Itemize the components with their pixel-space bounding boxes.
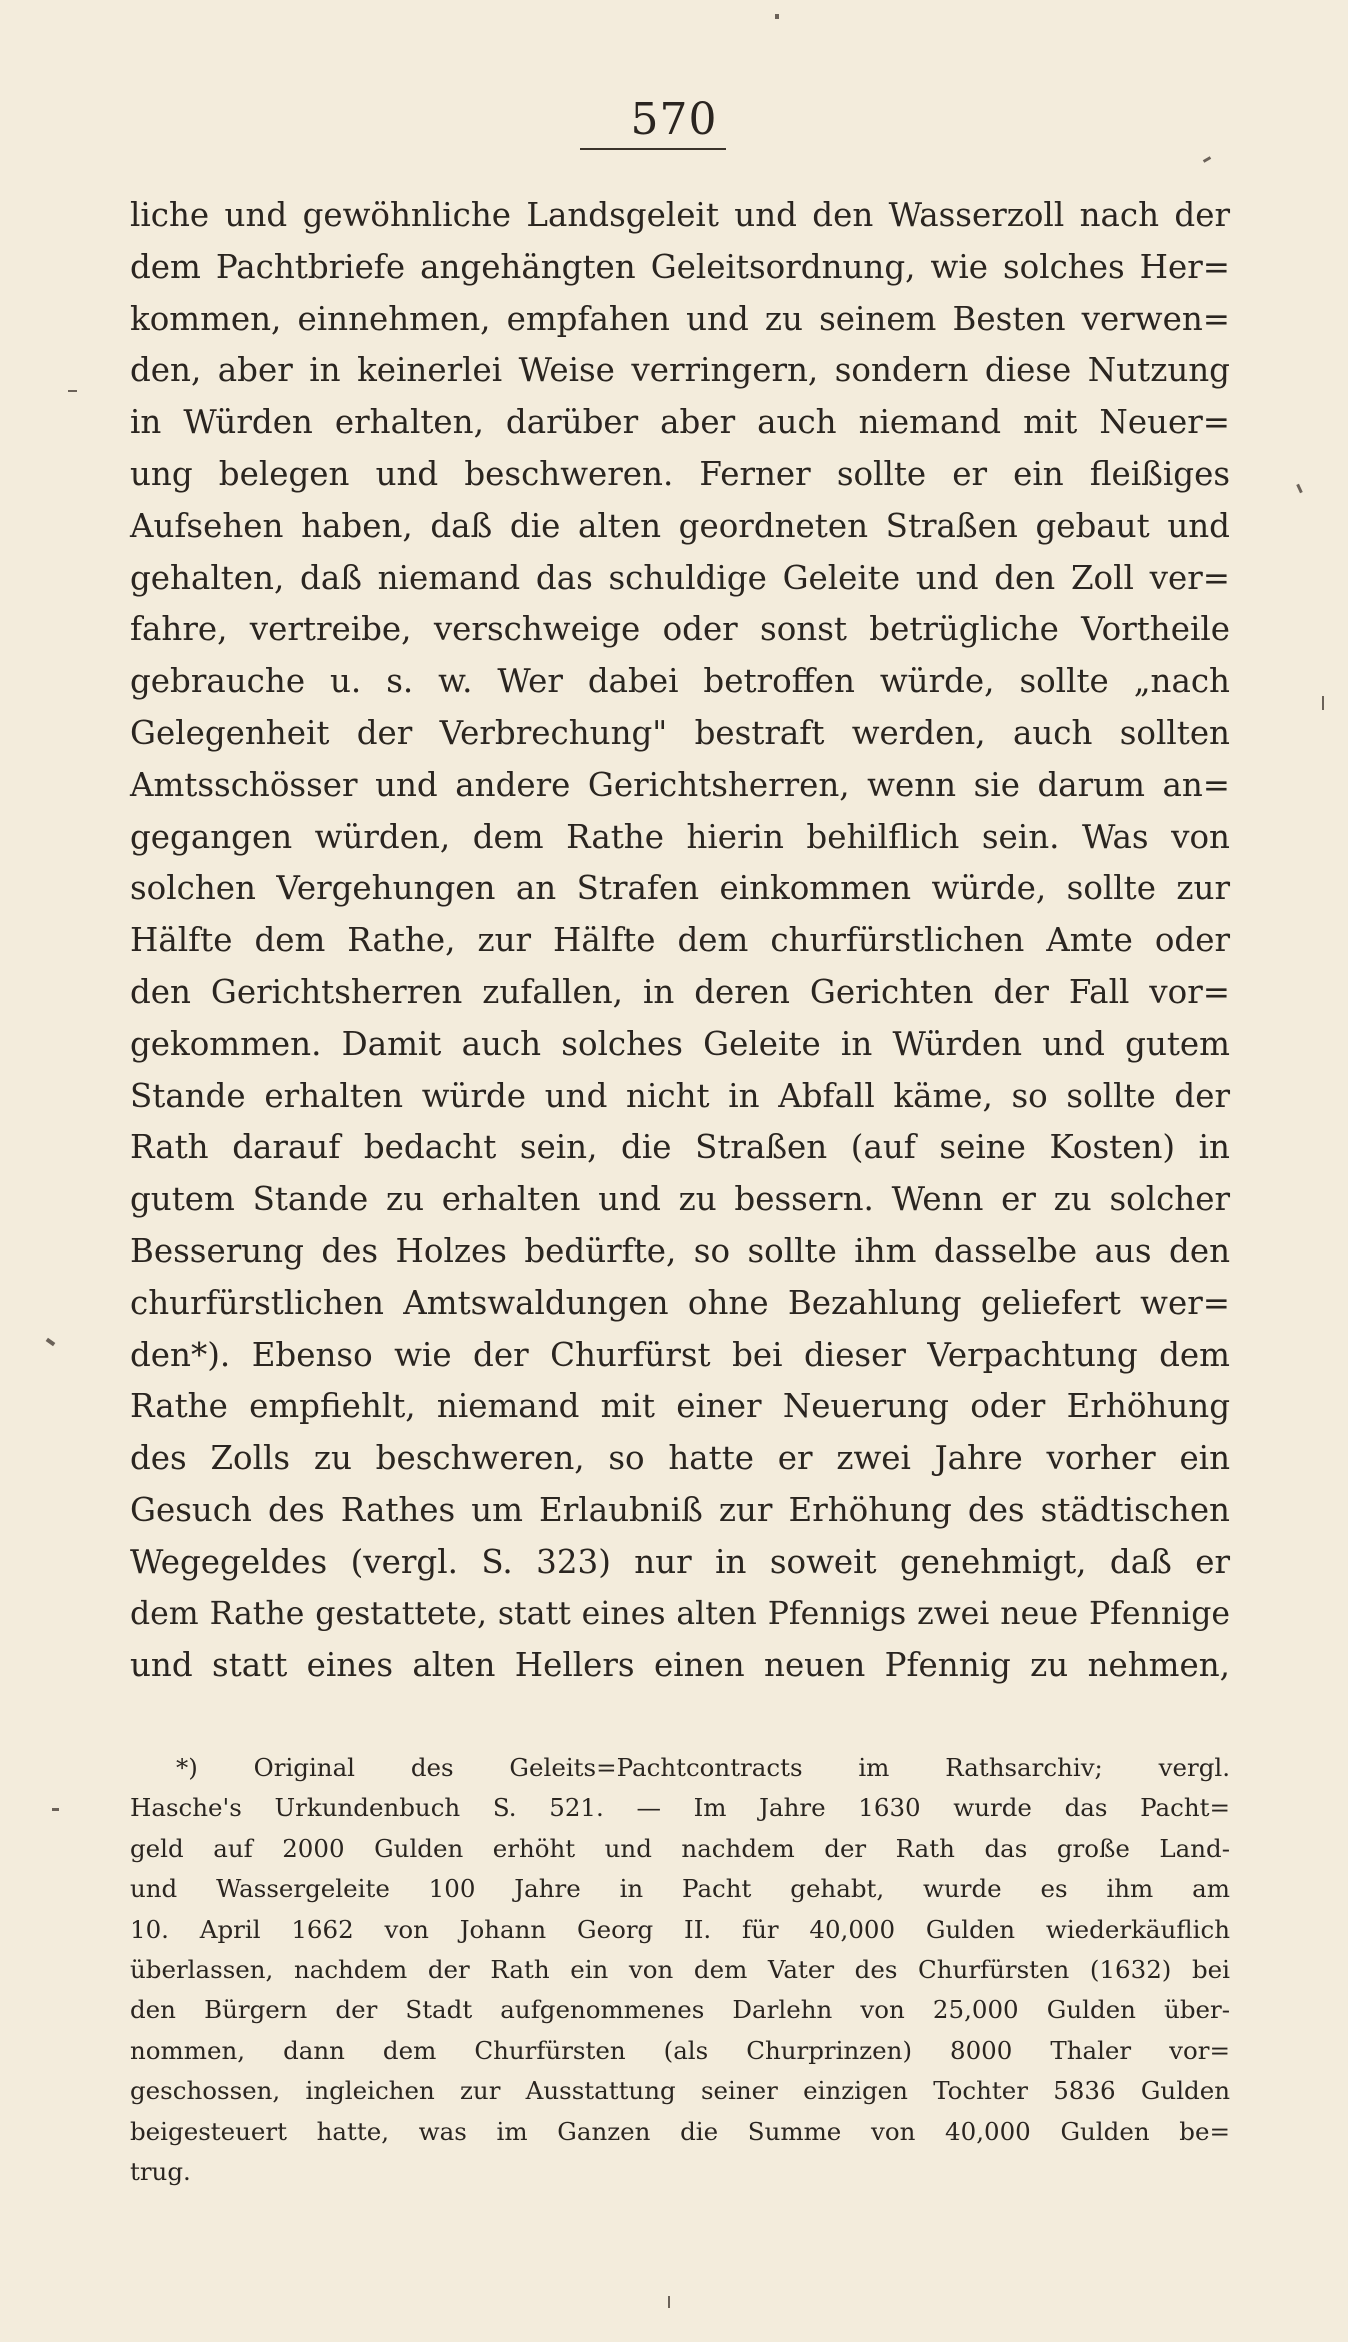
body-line: Gesuch des Rathes um Erlaubniß zur Erhöhung des städtischen <box>130 1490 1230 1529</box>
body-line: Rath darauf bedacht sein, die Straßen (auf seine Kosten) in <box>130 1128 1230 1167</box>
body-line: den Gerichtsherren zufallen, in deren Gerichten der Fall vor= <box>130 972 1230 1011</box>
footnote-line: beigesteuert hatte, was im Ganzen die Summe von 40,000 Gulden be= <box>130 2116 1230 2146</box>
body-line: gehalten, daß niemand das schuldige Geleite und den Zoll ver= <box>130 558 1230 597</box>
body-text <box>130 190 1230 1692</box>
body-line: gegangen würden, dem Rathe hierin behilflich sein. Was von <box>130 817 1230 856</box>
body-line: gekommen. Damit auch solches Geleite in Würden und gutem <box>130 1024 1230 1063</box>
body-line: fahre, vertreibe, verschweige oder sonst betrügliche Vortheile <box>130 610 1230 649</box>
body-line: den*). Ebenso wie der Churfürst bei dieser Verpachtung dem <box>130 1335 1230 1374</box>
footnote-line: geld auf 2000 Gulden erhöht und nachdem der Rath das große Land- <box>130 1833 1230 1863</box>
body-line: ung belegen und beschweren. Ferner sollte er ein fleißiges <box>130 454 1230 493</box>
header-rule <box>580 148 726 150</box>
scan-speck <box>52 1808 59 1811</box>
footnote-line: trug. <box>130 2156 191 2186</box>
scan-speck <box>1296 484 1303 493</box>
body-line: Aufsehen haben, daß die alten geordneten Straßen gebaut und <box>130 506 1230 545</box>
body-line: Stande erhalten würde und nicht in Abfall käme, so sollte der <box>130 1076 1230 1115</box>
scan-speck <box>668 2296 670 2308</box>
body-line: churfürstlichen Amtswaldungen ohne Bezahlung geliefert wer= <box>130 1283 1230 1322</box>
body-line: in Würden erhalten, darüber aber auch niemand mit Neuer= <box>130 403 1230 442</box>
scan-speck <box>46 1338 56 1346</box>
scan-speck <box>1322 696 1324 710</box>
body-line: dem Rathe gestattete, statt eines alten Pfennigs zwei neue Pfennige <box>130 1595 1230 1632</box>
body-line: Amtsschösser und andere Gerichtsherren, wenn sie darum an= <box>130 765 1230 804</box>
page-number: 570 <box>630 94 718 145</box>
body-line: Gelegenheit der Verbrechung" bestraft werden, auch sollten <box>130 713 1230 752</box>
body-line: Hälfte dem Rathe, zur Hälfte dem churfürstlichen Amte oder <box>130 921 1230 960</box>
body-line: dem Pachtbriefe angehängten Geleitsordnung, wie solches Her= <box>130 247 1230 286</box>
body-line: Besserung des Holzes bedürfte, so sollte ihm dasselbe aus den <box>130 1231 1230 1270</box>
footnote-line: nommen, dann dem Churfürsten (als Churprinzen) 8000 Thaler vor= <box>130 2035 1230 2065</box>
footnote-line: überlassen, nachdem der Rath ein von dem Vater des Churfürsten (1632) bei <box>130 1954 1230 1984</box>
body-line: kommen, einnehmen, empfahen und zu seinem Besten verwen= <box>130 299 1230 338</box>
body-line: gebrauche u. s. w. Wer dabei betroffen würde, sollte „nach <box>130 662 1230 701</box>
scan-speck <box>1203 156 1211 163</box>
body-line: des Zolls zu beschweren, so hatte er zwei Jahre vorher ein <box>130 1439 1230 1478</box>
body-line: den, aber in keinerlei Weise verringern, sondern diese Nutzung <box>130 351 1230 390</box>
footnote-line: *) Original des Geleits=Pachtcontracts im Rathsarchiv; vergl. <box>176 1753 1230 1782</box>
body-line: Wegegeldes (vergl. S. 323) nur in soweit genehmigt, daß er <box>130 1542 1230 1581</box>
footnote-line: 10. April 1662 von Johann Georg II. für 40,000 Gulden wiederkäuflich <box>130 1914 1230 1944</box>
scan-speck <box>68 390 77 392</box>
body-line: Rathe empfiehlt, niemand mit einer Neuerung oder Erhöhung <box>130 1387 1230 1426</box>
body-line: liche und gewöhnliche Landsgeleit und den Wasserzoll nach der <box>130 196 1230 234</box>
footnote-line: Hasche's Urkundenbuch S. 521. — Im Jahre 1630 wurde das Pacht= <box>130 1793 1230 1823</box>
body-line: und statt eines alten Hellers einen neuen Pfennig zu nehmen, <box>130 1646 1230 1685</box>
footnote <box>130 1748 1230 2192</box>
footnote-line: und Wassergeleite 100 Jahre in Pacht gehabt, wurde es ihm am <box>130 1874 1230 1904</box>
footnote-line: geschossen, ingleichen zur Ausstattung seiner einzigen Tochter 5836 Gulden <box>130 2076 1230 2106</box>
body-line: solchen Vergehungen an Strafen einkommen würde, sollte zur <box>130 869 1230 908</box>
scan-speck <box>775 14 779 19</box>
body-line: gutem Stande zu erhalten und zu bessern. Wenn er zu solcher <box>130 1180 1230 1219</box>
footnote-line: den Bürgern der Stadt aufgenommenes Darlehn von 25,000 Gulden über- <box>130 1995 1230 2025</box>
